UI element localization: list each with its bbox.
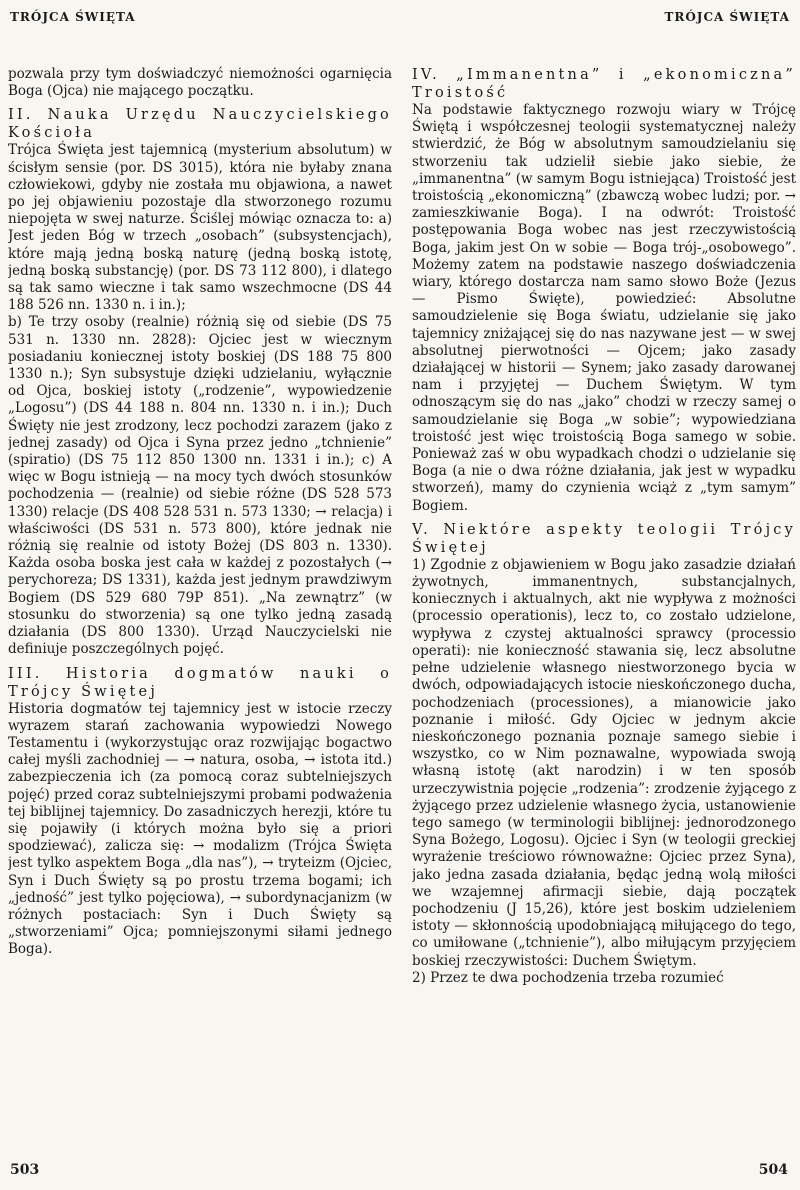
- page-number-right: 504: [758, 1162, 788, 1178]
- right-column: [412, 66, 796, 1120]
- section-2-paragraph-2: b) Te trzy osoby (realnie) różnią się od siebie (DS 75 531 n. 1330 nn. 2828): Ojciec jest w wiecznym posiadaniu koniecznej istoty boskiej (DS 188 75 800 1330 n.); Syn subsystuje dzięki udzielaniu, wyłącznie od Ojca, boskiej istoty („rodzenie”, wypowiedzenie „Logosu”) (DS 44 188 n. 804 nn. 1330 n. i in.); Duch Święty nie jest zrodzony, lecz pochodzi zarazem (jako z jednej zasady) od Ojca i Syna przez jedno „tchnienie” (spiratio) (DS 75 112 850 1300 nn. 1331 i in.); c) A więc w Bogu istnieją — na mocy tych dwóch stosunków pochodzenia — (realnie) od siebie różne (DS 528 573 1330) relacje (DS 408 528 531 n. 573 1330; → relacja) i właściwości (DS 531 n. 573 800), które jednak nie różnią się realnie od istoty Bożej (DS 803 n. 1330). Każda osoba boska jest cała w każdej z pozostałych (→ perychoreza; DS 1331), każda jest jednym prawdziwym Bogiem (DS 529 680 79P 851). „Na zewnątrz” (w stosunku do stworzenia) są one tylko jedną zasadą działania (DS 800 1330). Urząd Nauczycielski nie definiuje poszczególnych pojęć.: [8, 314, 392, 658]
- section-4-heading: IV. „Immanentna” i „ekonomiczna” Troistość: [412, 67, 796, 101]
- left-column: [8, 66, 392, 1120]
- running-head-right: TRÓJCA ŚWIĘTA: [664, 10, 790, 24]
- section-5-paragraph-2: 2) Przez te dwa pochodzenia trzeba rozumieć: [412, 969, 724, 986]
- section-4-paragraph-1: Na podstawie faktycznego rozwoju wiary w Trójcę Świętą i współczesnej teologii systematycznej należy stwierdzić, że Bóg w absolutnym samoudzielaniu się stworzeniu tak udzielił siebie jako siebie, że „immanentna” (w samym Bogu istniejąca) Troistość jest troistością „ekonomiczną” (zbawczą wobec ludzi; por. → zamieszkiwanie Boga). I na odwrót: Troistość postępowania Boga wobec nas jest rzeczywistością Boga, jakim jest On w sobie — Boga trój-„osobowego”. Możemy zatem na podstawie naszego doświadczenia wiary, którego dostarcza nam samo słowo Boże (Jezus — Pismo Święte), powiedzieć: Absolutne samoudzielenie się Boga światu, udzielanie się jako tajemnicy zniżającej się do nas nazywane jest — w swej absolutnej pierwotności — Ojcem; jako zasady działającej w historii — Synem; jako zasady darowanej nam i przyjętej — Duchem Świętym. W tym odnoszącym się do nas „jako” chodzi w rzeczy samej o samoudzielanie się Boga „w sobie”; wypowiedziana troistość jest więc troistością Boga samego w sobie. Ponieważ zaś w obu wypadkach chodzi o udzielanie się Boga (a nie o dwa różne działania, jak jest w wypadku stworzeń), mamy do czynienia wciąż z „tym samym” Bogiem.: [412, 102, 796, 514]
- section-2-paragraph-1: Trójca Święta jest tajemnicą (mysterium absolutum) w ścisłym sensie (por. DS 3015), która nie byłaby znana człowiekowi, gdyby nie została mu objawiona, a nawet po jej objawieniu pozostaje dla stworzonego rozumu niepojęta w swej naturze. Ściślej mówiąc oznacza to: a) Jest jeden Bóg w trzech „osobach” (subsystencjach), które mają jedną boską naturę (jedną boską istotę, jedną boską substancję) (por. DS 73 112 800), i dlatego są tak samo wieczne i tak samo wszechmocne (DS 44 188 526 nn. 1330 n. i in.);: [8, 142, 392, 314]
- section-2-heading: II. Nauka Urzędu Nauczycielskiego Kościoła: [8, 107, 392, 142]
- running-head-left: TRÓJCA ŚWIĘTA: [10, 10, 136, 24]
- page-number-left: 503: [10, 1162, 40, 1178]
- section-5-heading: V. Niektóre aspekty teologii Trójcy Świętej: [412, 521, 796, 556]
- intro-paragraph: pozwala przy tym doświadczyć niemożności ogarnięcia Boga (Ojca) nie mającego początku.: [8, 66, 392, 100]
- section-5-paragraph-1: 1) Zgodnie z objawieniem w Bogu jako zasadzie działań żywotnych, immanentnych, substancjalnych, koniecznych i aktualnych, akt nie wypływa z możności (processio operationis), lecz to, co zostało udzielone, wypływa z czystej aktualności sprawcy (processio operati): nie konieczność stawania się, lecz absolutne pełne udzielenie własnego niestworzonego bycia w dwóch, odpowiadających istocie nieskończonego ducha, pochodzeniach (processiones), a mianowicie jako poznanie i miłość. Gdy Ojciec w jednym akcie nieskończonego poznania poznaje samego siebie i wszystko, co w Nim poznawalne, wypowiada swoją własną istotę (akt narodzin) i w ten sposób urzeczywistnia pojęcie „rodzenia”: zrodzenie żyjącego z żyjącego przez udzielenie własnego życia, ustanowienie tego samego (w terminologii biblijnej: jednorodzonego Syna Bożego, Logosu). Ojciec i Syn (w teologii greckiej wyrażenie treściowo równoważne: Ojciec przez Syna), jako jedna zasada działania, będąc jedną wolą miłości we wzajemnej afirmacji siebie, dają początek pochodzeniu (J 15,26), które jest boskim udzieleniem istoty — skłonnością upodobniającą miłującego do tego, co umiłowane („tchnienie”), albo miłującym przyjęciem boskiej rzeczywistości: Duchem Świętym.: [412, 556, 796, 969]
- section-3-paragraph-1: Historia dogmatów tej tajemnicy jest w istocie rzeczy wyrazem starań zachowania wypowiedzi Nowego Testamentu i (wykorzystując oraz rozwijając bogactwo całej myśli zachodniej — → natura, osoba, → istota itd.) zabezpieczenia ich (za pomocą coraz subtelniejszych pojęć) przed coraz subtelniejszymi probami podważenia tej biblijnej tajemnicy. Do zasadniczych herezji, które tu się pojawiły (i których można było się a priori spodziewać), zalicza się: → modalizm (Trójca Święta jest tylko aspektem Boga „dla nas”), → tryteizm (Ojciec, Syn i Duch Święty są po prostu trzema bogami; ich „jedność” jest tylko pojęciowa), → subordynacjanizm (w różnych postaciach: Syn i Duch Święty są „stworzeniami” Ojca; pomniejszonymi siłami jednego Boga).: [8, 700, 392, 958]
- section-3-heading: III. Historia dogmatów nauki o Trójcy Świętej: [8, 665, 392, 700]
